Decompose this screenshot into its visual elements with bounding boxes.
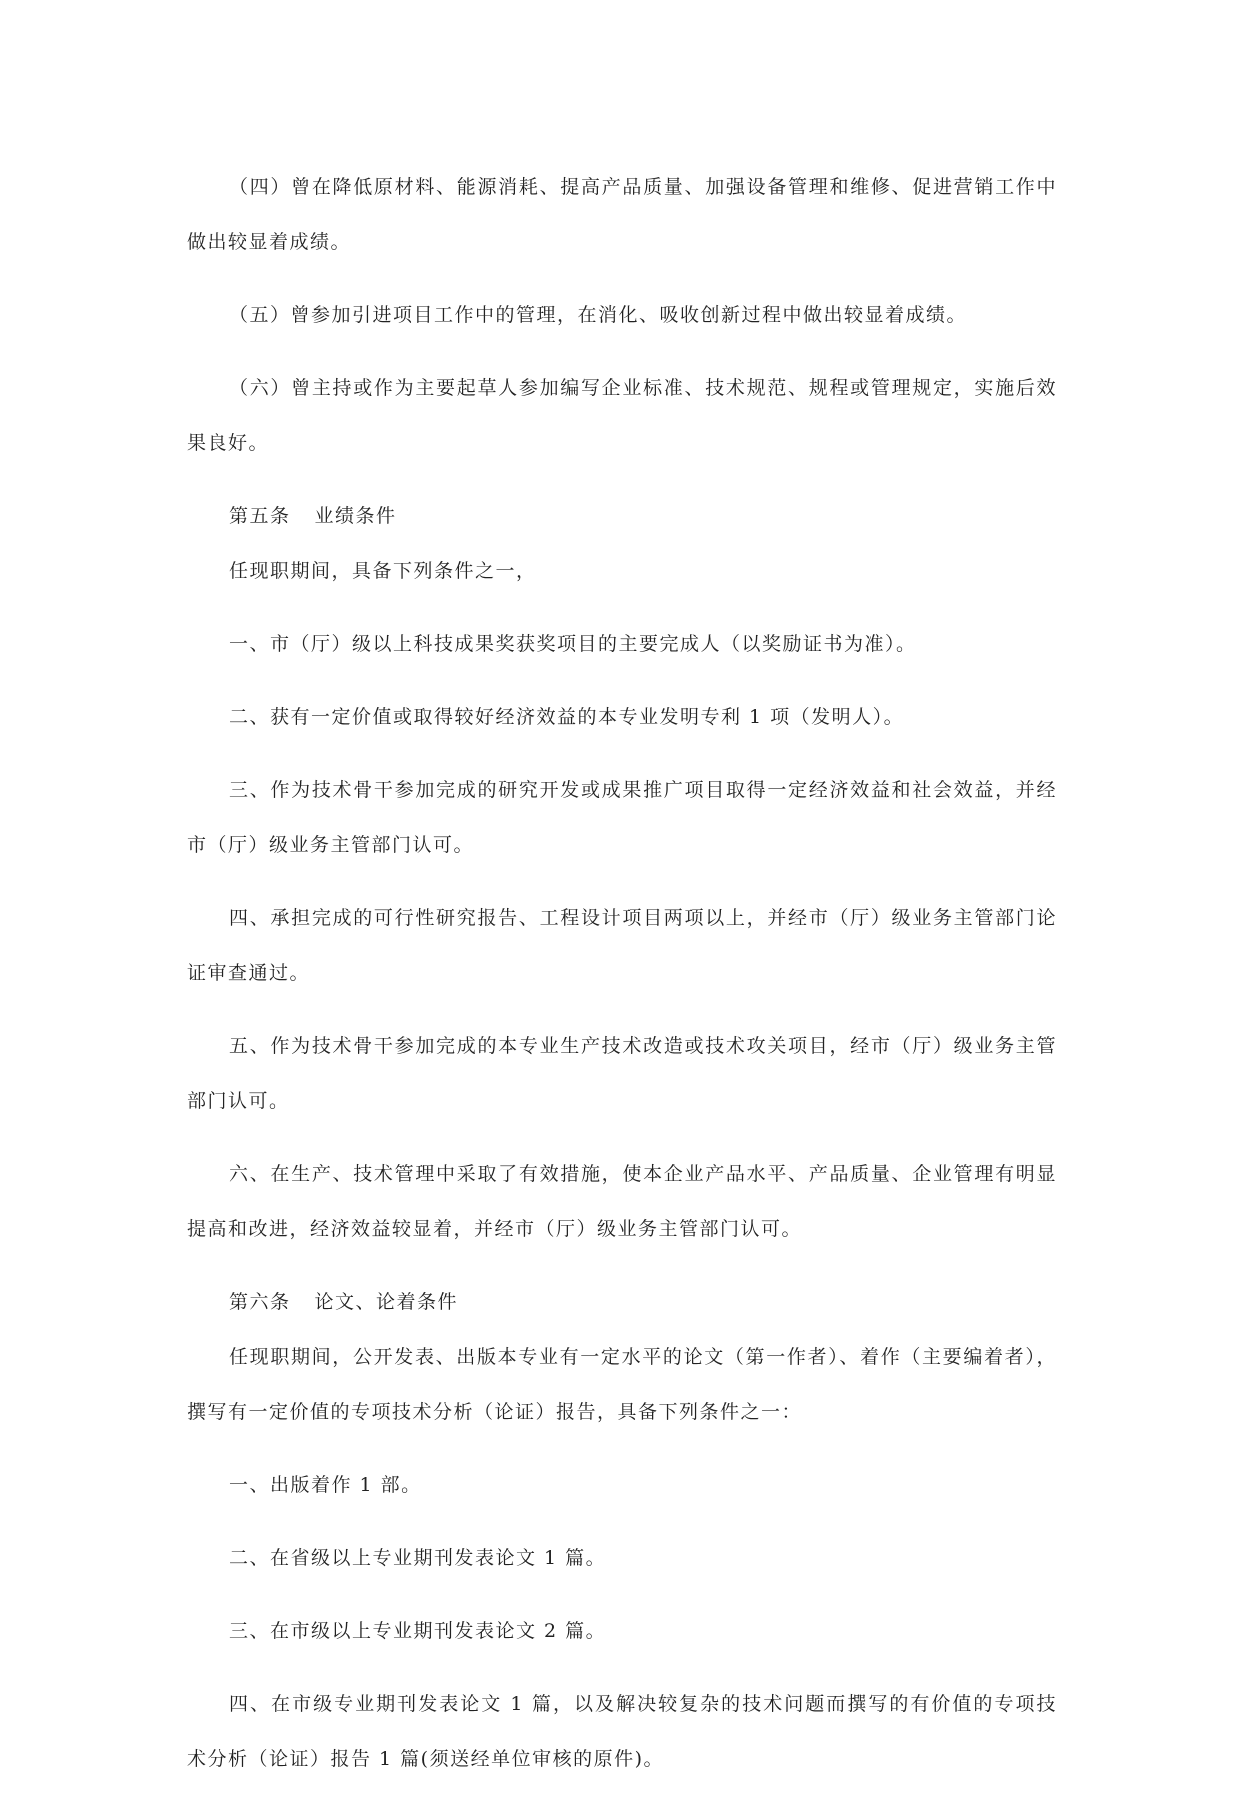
article-6-intro: 任现职期间，公开发表、出版本专业有一定水平的论文（第一作者）、着作（主要编着者），撰写有一定价值的专项技术分析（论证）报告，具备下列条件之一： bbox=[187, 1346, 1057, 1423]
article-6-item-2: 二、在省级以上专业期刊发表论文 1 篇。 bbox=[229, 1547, 607, 1569]
article-5-item-4: 四、承担完成的可行性研究报告、工程设计项目两项以上，并经市（厅）级业务主管部门论证审查通过。 bbox=[187, 907, 1057, 984]
paragraph-item-4: （四）曾在降低原材料、能源消耗、提高产品质量、加强设备管理和维修、促进营销工作中做出较显着成绩。 bbox=[187, 176, 1057, 253]
article-5-item-2: 二、获有一定价值或取得较好经济效益的本专业发明专利 1 项（发明人）。 bbox=[229, 706, 905, 728]
article-6-number: 第六条 bbox=[229, 1291, 291, 1313]
article-5-number: 第五条 bbox=[229, 505, 291, 527]
article-5-title: 业绩条件 bbox=[314, 505, 397, 527]
article-6-item-4: 四、在市级专业期刊发表论文 1 篇，以及解决较复杂的技术问题而撰写的有价值的专项技术分析（论证）报告 1 篇(须送经单位审核的原件)。 bbox=[187, 1693, 1057, 1770]
article-6-item-1: 一、出版着作 1 部。 bbox=[229, 1474, 422, 1496]
article-5-item-1: 一、市（厅）级以上科技成果奖获奖项目的主要完成人（以奖励证书为准）。 bbox=[229, 633, 917, 655]
article-5-heading bbox=[187, 489, 1057, 544]
article-6-heading bbox=[187, 1275, 1057, 1330]
paragraph-item-5: （五）曾参加引进项目工作中的管理，在消化、吸收创新过程中做出较显着成绩。 bbox=[229, 304, 968, 326]
article-5-item-3: 三、作为技术骨干参加完成的研究开发或成果推广项目取得一定经济效益和社会效益，并经市（厅）级业务主管部门认可。 bbox=[187, 779, 1057, 856]
article-5-intro: 任现职期间，具备下列条件之一， bbox=[229, 560, 537, 582]
document-body bbox=[187, 160, 1057, 1805]
article-6-item-3: 三、在市级以上专业期刊发表论文 2 篇。 bbox=[229, 1620, 607, 1642]
article-5-item-6: 六、在生产、技术管理中采取了有效措施，使本企业产品水平、产品质量、企业管理有明显提高和改进，经济效益较显着，并经市（厅）级业务主管部门认可。 bbox=[187, 1163, 1057, 1240]
article-5-item-5: 五、作为技术骨干参加完成的本专业生产技术改造或技术攻关项目，经市（厅）级业务主管部门认可。 bbox=[187, 1035, 1057, 1112]
paragraph-item-6: （六）曾主持或作为主要起草人参加编写企业标准、技术规范、规程或管理规定，实施后效果良好。 bbox=[187, 377, 1057, 454]
article-6-title: 论文、论着条件 bbox=[314, 1291, 459, 1313]
